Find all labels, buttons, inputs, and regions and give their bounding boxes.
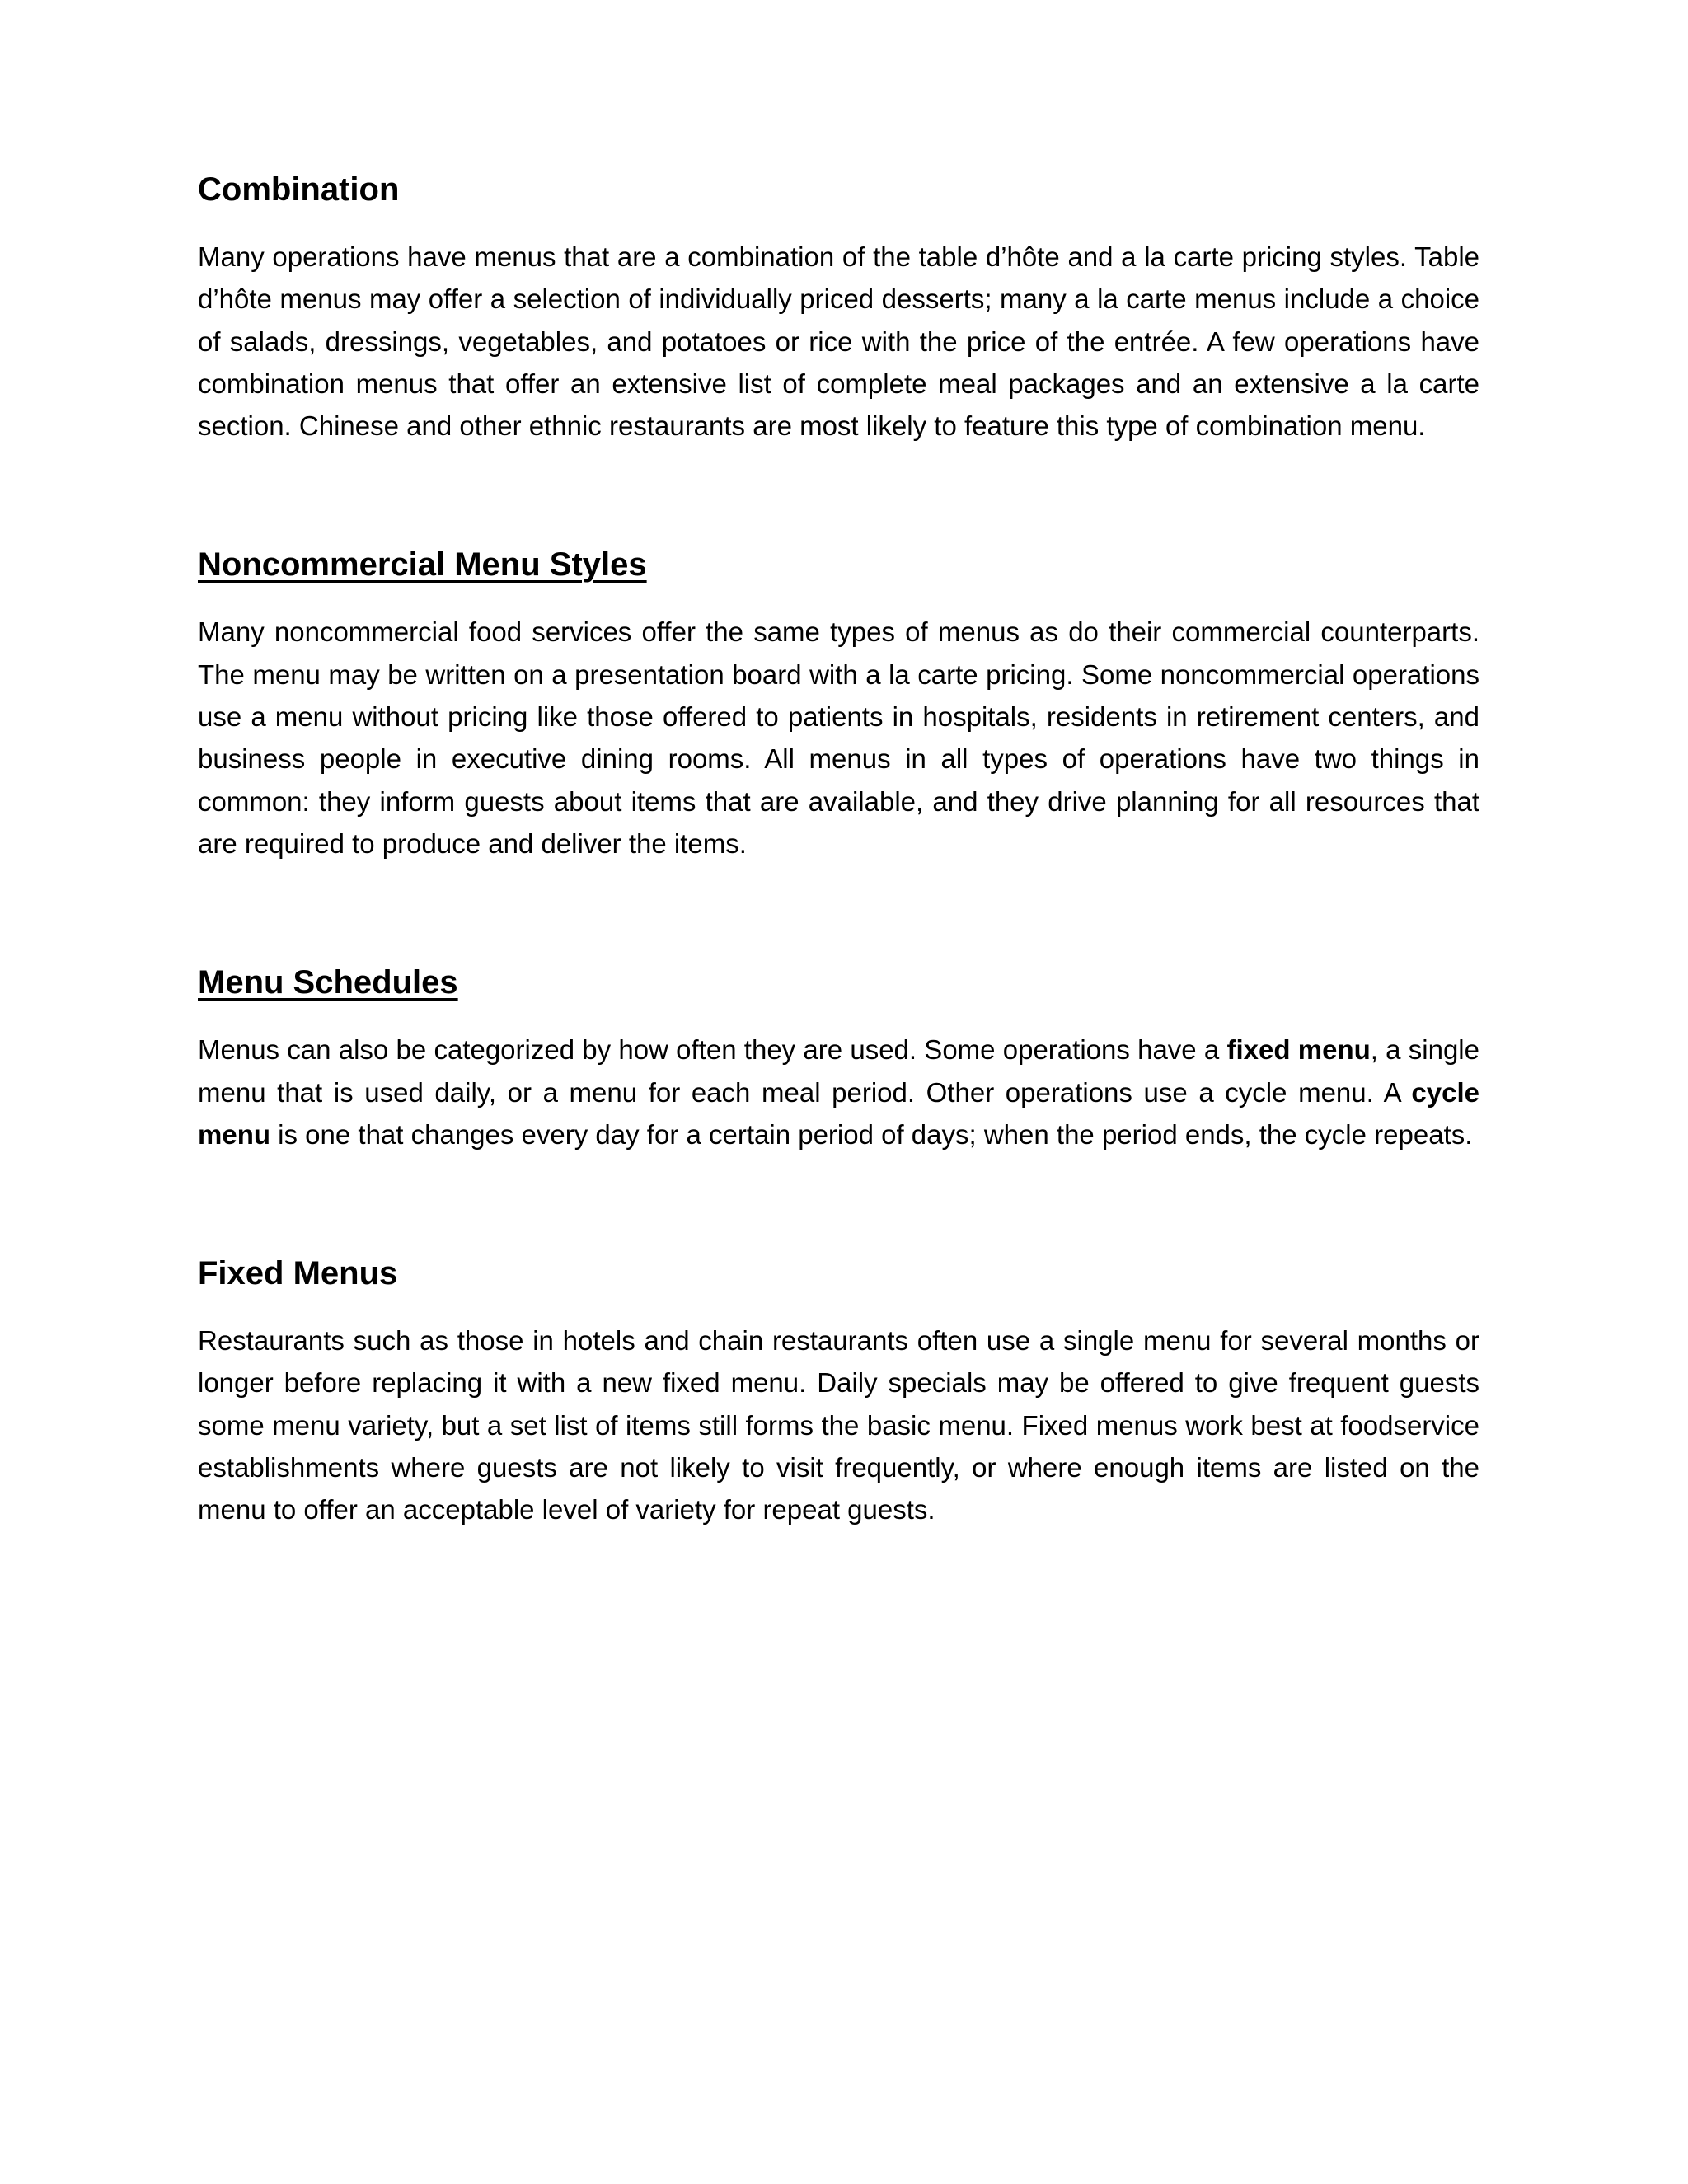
term-fixed-menu: fixed menu [1226,1034,1371,1066]
term-cycle-menu: cycle menu [198,1076,1479,1150]
document-page [198,165,1479,1531]
paragraph-combination: Many operations have menus that are a combination of the table d’hôte and a la carte pricing styles. Table d’hôte menus may offer a selection of individually priced desserts; many a la carte menus include a choice of salads, dressings, vegetables, and potatoes or rice with the price of the entrée. A few operations have combination menus that offer an extensive list of complete meal packages and an extensive a la carte section. Chinese and other ethnic restaurants are most likely to feature this type of combination menu. [198,241,1479,442]
heading-combination: Combination [198,171,400,208]
section-combination [198,165,1479,447]
section-noncommercial-menu-styles [198,540,1479,865]
section-menu-schedules [198,958,1479,1155]
paragraph-fixed-menus: Restaurants such as those in hotels and chain restaurants often use a single menu for several months or longer before replacing it with a new fixed menu. Daily specials may be offered to give frequent guests some menu variety, but a set list of items still forms the basic menu. Fixed menus work best at foodservice establishments where guests are not likely to visit frequently, or where enough items are listed on the menu to offer an acceptable level of variety for repeat guests. [198,1325,1479,1526]
paragraph-menu-schedules [198,1029,1479,1155]
section-fixed-menus [198,1249,1479,1530]
paragraph-noncommercial-menu-styles: Many noncommercial food services offer the same types of menus as do their commercial counterparts. The menu may be written on a presentation board with a la carte pricing. Some noncommercial operations use a menu without pricing like those offered to patients in hospitals, residents in retirement centers, and business people in executive dining rooms. All menus in all types of operations have two things in common: they inform guests about items that are available, and they drive planning for all resources that are required to produce and deliver the items. [198,616,1479,859]
text-run: Menus can also be categorized by how often they are used. Some operations have a [198,1034,1227,1066]
heading-menu-schedules: Menu Schedules [198,964,458,1001]
heading-fixed-menus: Fixed Menus [198,1255,398,1292]
heading-noncommercial-menu-styles: Noncommercial Menu Styles [198,546,647,583]
text-run: is one that changes every day for a certain period of days; when the period ends, the cycle repeats. [270,1118,1473,1150]
text-run: , a single menu that is used daily, or a menu for each meal period. Other operations use a cycle menu. A [198,1034,1479,1108]
